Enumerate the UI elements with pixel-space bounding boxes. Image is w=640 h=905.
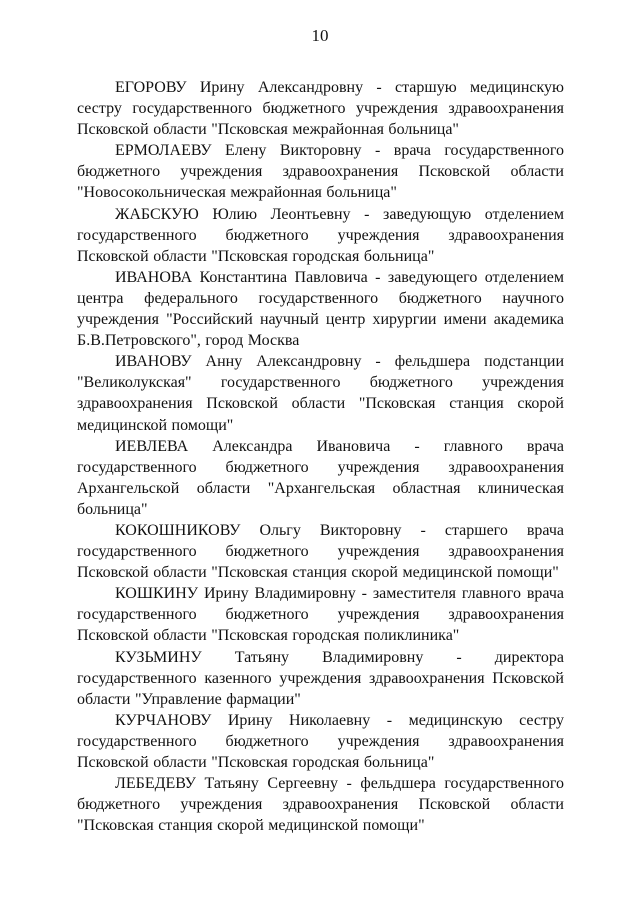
list-item: КУЗЬМИНУ Татьяну Владимировну - директора государственного казенного учреждения здравоохранения Псковской области "Управление фармации" bbox=[77, 648, 564, 708]
award-list bbox=[77, 77, 564, 836]
list-item: КОКОШНИКОВУ Ольгу Викторовну - старшего врача государственного бюджетного учреждения здравоохранения Псковской области "Псковская станция скорой медицинской помощи" bbox=[77, 521, 564, 582]
list-item: КОШКИНУ Ирину Владимировну - заместителя главного врача государственного бюджетного учреждения здравоохранения Псковской области "Псковская городская поликлиника" bbox=[77, 585, 564, 645]
page-number: 10 bbox=[311, 26, 329, 45]
list-item: ИВАНОВУ Анну Александровну - фельдшера подстанции "Великолукская" государственного бюджетного учреждения здравоохранения Псковской области "Псковская станция скорой медицинской помощи" bbox=[77, 353, 564, 434]
list-item: ЖАБСКУЮ Юлию Леонтьевну - заведующую отделением государственного бюджетного учреждения здравоохранения Псковской области "Псковская городская больница" bbox=[77, 205, 564, 265]
list-item: КУРЧАНОВУ Ирину Николаевну - медицинскую сестру государственного бюджетного учреждения здравоохранения Псковской области "Псковская городская больница" bbox=[77, 711, 564, 771]
list-item: ИВАНОВА Константина Павловича - заведующего отделением центра федерального государственного бюджетного научного учреждения "Российский научный центр хирургии имени академика Б.В.Петровского", город Москва bbox=[77, 268, 564, 350]
list-item: ЛЕБЕДЕВУ Татьяну Сергеевну - фельдшера государственного бюджетного учреждения здравоохранения Псковской области "Псковская станция скорой медицинской помощи" bbox=[77, 775, 564, 835]
list-item: ЕРМОЛАЕВУ Елену Викторовну - врача государственного бюджетного учреждения здравоохранения Псковской области "Новосокольническая межрайонная больница" bbox=[77, 142, 564, 202]
list-item: ИЕВЛЕВА Александра Ивановича - главного врача государственного бюджетного учреждения здравоохранения Архангельской области "Архангельская областная клиническая больница" bbox=[77, 437, 564, 518]
list-item: ЕГОРОВУ Ирину Александровну - старшую медицинскую сестру государственного бюджетного учреждения здравоохранения Псковской области "Псковская межрайонная больница" bbox=[77, 79, 564, 139]
